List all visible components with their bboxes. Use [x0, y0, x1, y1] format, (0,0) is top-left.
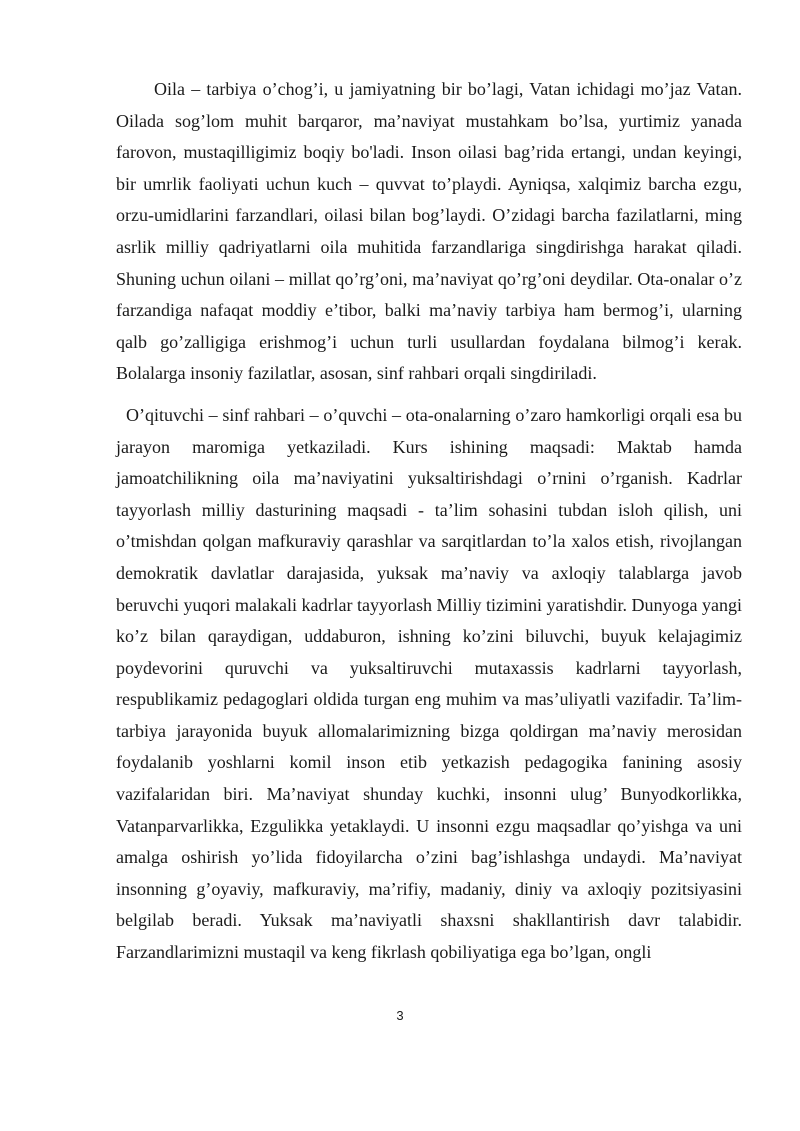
body-text	[116, 74, 742, 969]
paragraph-2: O’qituvchi – sinf rahbari – o’quvchi – ota-onalarning o’zaro hamkorligi orqali esa bu jarayon maromiga yetkaziladi. Kurs ishining maqsadi: Maktab hamda jamoatchilikning oila ma’naviyatini yuksaltirishdagi o’rnini o’rganish. Kadrlar tayyorlash milliy dasturining maqsadi - ta’lim sohasini tubdan isloh qilish, uni o’tmishdan qolgan mafkuraviy qarashlar va sarqitlardan to’la xalos etish, rivojlangan demokratik davlatlar darajasida, yuksak ma’naviy va axloqiy talablarga javob beruvchi yuqori malakali kadrlar tayyorlash Milliy tizimini yaratishdir. Dunyoga yangi ko’z bilan qaraydigan, uddaburon, ishning ko’zini biluvchi, buyuk kelajagimiz poydevorini quruvchi va yuksaltiruvchi mutaxassis kadrlarni tayyorlash, respublikamiz pedagoglari oldida turgan eng muhim va mas’uliyatli vazifadir. Ta’lim-tarbiya jarayonida buyuk allomalarimizning bizga qoldirgan ma’naviy merosidan foydalanib yoshlarni komil inson etib yetkazish pedagogika fanining asosiy vazifalaridan biri. Ma’naviyat shunday kuchki, insonni ulug’ Bunyodkorlikka, Vatanparvarlikka, Ezgulikka yetaklaydi. U insonni ezgu maqsadlar qo’yishga va uni amalga oshirish yo’lida fidoyilarcha o’zini bag’ishlashga undaydi. Ma’naviyat insonning g’oyaviy, mafkuraviy, ma’rifiy, madaniy, diniy va axloqiy pozitsiyasini belgilab beradi. Yuksak ma’naviyatli shaxsni shakllantirish davr talabidir. Farzandlarimizni mustaqil va keng fikrlash qobiliyatiga ega bo’lgan, ongli	[116, 404, 742, 963]
paragraph-1: Oila – tarbiya o’chog’i, u jamiyatning bir bo’lagi, Vatan ichidagi mo’jaz Vatan. Oilada sog’lom muhit barqaror, ma’naviyat mustahkam bo’lsa, yurtimiz yanada farovon, mustaqilligimiz boqiy bo'ladi. Inson oilasi bag’rida ertangi, undan keyingi, bir umrlik faoliyati uchun kuch – quvvat to’playdi. Ayniqsa, xalqimiz barcha ezgu, orzu-umidlarini farzandlari, oilasi bilan bog’laydi. O’zidagi barcha fazilatlarni, ming asrlik milliy qadriyatlarni oila muhitida farzandlariga singdirishga harakat qiladi. Shuning uchun oilani – millat qo’rg’oni, ma’naviyat qo’rg’oni deydilar. Ota-onalar o’z farzandiga nafaqat moddiy e’tibor, balki ma’naviy tarbiya ham bermog’i, ularning qalb go’zalligiga erishmog’i uchun turli usullardan foydalana bilmog’i kerak. Bolalarga insoniy fazilatlar, asosan, sinf rahbari orqali singdiriladi.	[116, 79, 742, 384]
page-number: 3	[396, 1008, 404, 1023]
